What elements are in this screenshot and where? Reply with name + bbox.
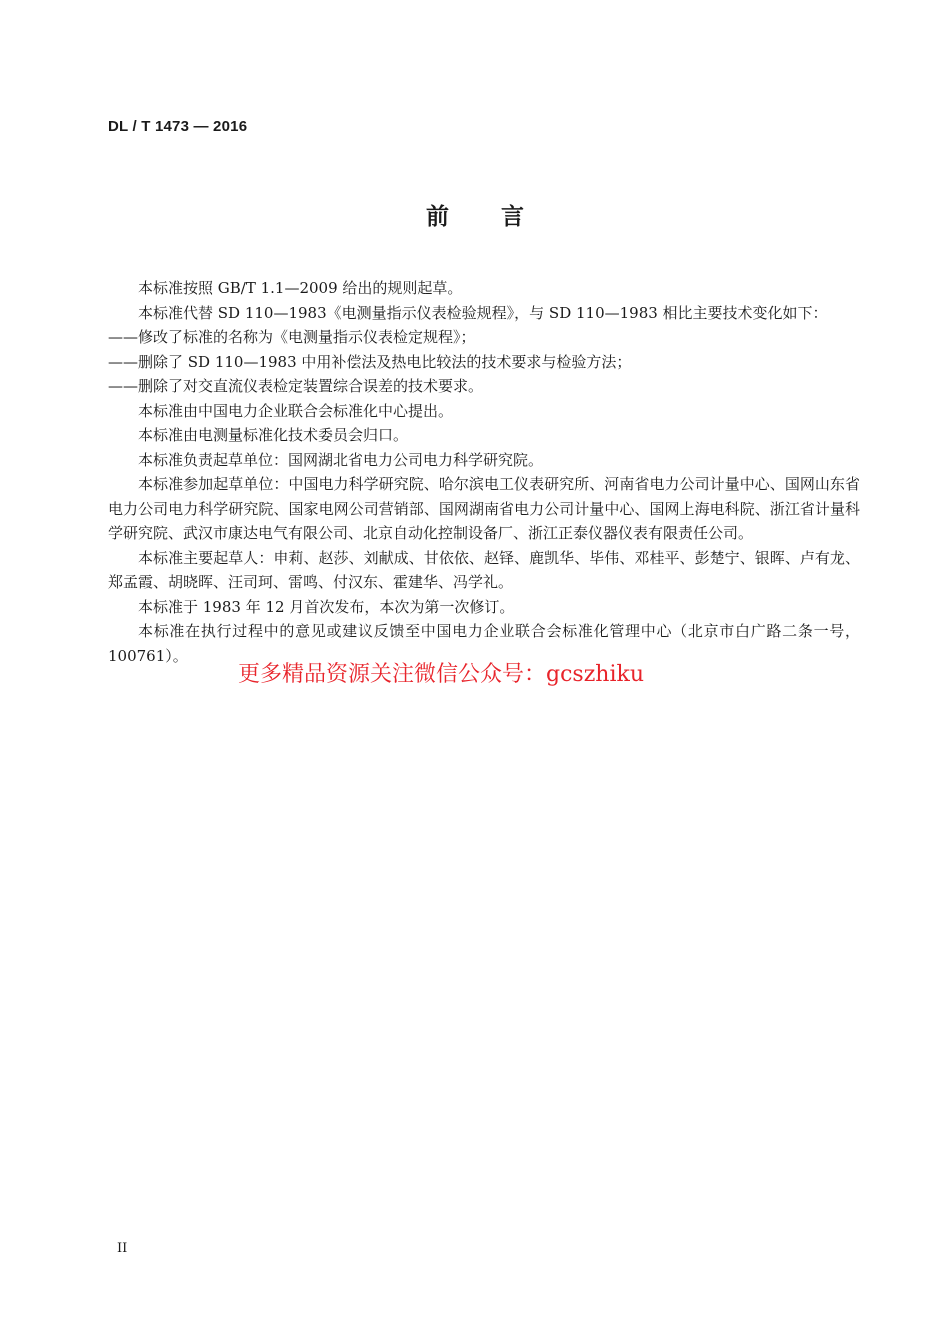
list-item-change-2: ——删除了 SD 110—1983 中用补偿法及热电比较法的技术要求与检验方法； [108, 352, 632, 371]
foreword-body [108, 276, 860, 668]
paragraph-committee: 本标准由电测量标准化技术委员会归口。 [138, 426, 409, 444]
paragraph-first-release: 本标准于 1983 年 12 月首次发布，本次为第一次修订。 [138, 597, 515, 616]
standard-code-header: DL / T 1473 — 2016 [108, 118, 248, 135]
page-number: II [117, 1241, 128, 1256]
paragraph-participating-drafters: 本标准参加起草单位：中国电力科学研究院、哈尔滨电工仪表研究所、河南省电力公司计量中心、国网山东省电力公司电力科学研究院、国家电网公司营销部、国网湖南省电力公司计量中心、国网上海电科院、浙江省计量科学研究院、武汉市康达电气有限公司、北京自动化控制设备厂、浙江正泰仪器仪表有限责任公司。 [108, 475, 860, 542]
paragraph-feedback: 本标准在执行过程中的意见或建议反馈至中国电力企业联合会标准化管理中心（北京市白广路二条一号，100761）。 [108, 622, 860, 665]
paragraph-drafting-rules: 本标准按照 GB/T 1.1—2009 给出的规则起草。 [138, 279, 463, 297]
paragraph-replacement: 本标准代替 SD 110—1983《电测量指示仪表检验规程》，与 SD 110—1983 相比主要技术变化如下： [138, 303, 828, 322]
page-title: 前言 [426, 204, 576, 230]
paragraph-proposer: 本标准由中国电力企业联合会标准化中心提出。 [138, 401, 454, 420]
list-item-change-1: ——修改了标准的名称为《电测量指示仪表检定规程》； [108, 328, 476, 346]
list-item-change-3: ——删除了对交直流仪表检定装置综合误差的技术要求。 [108, 377, 484, 395]
paragraph-lead-drafter: 本标准负责起草单位：国网湖北省电力公司电力科学研究院。 [138, 450, 544, 469]
watermark-overlay: 更多精品资源关注微信公众号：gcszhiku [238, 662, 644, 687]
paragraph-main-drafters: 本标准主要起草人：申莉、赵莎、刘献成、甘依依、赵铎、鹿凯华、毕伟、邓桂平、彭楚宁、银晖、卢有龙、郑孟霞、胡晓晖、汪司珂、雷鸣、付汉东、霍建华、冯学礼。 [108, 548, 860, 591]
